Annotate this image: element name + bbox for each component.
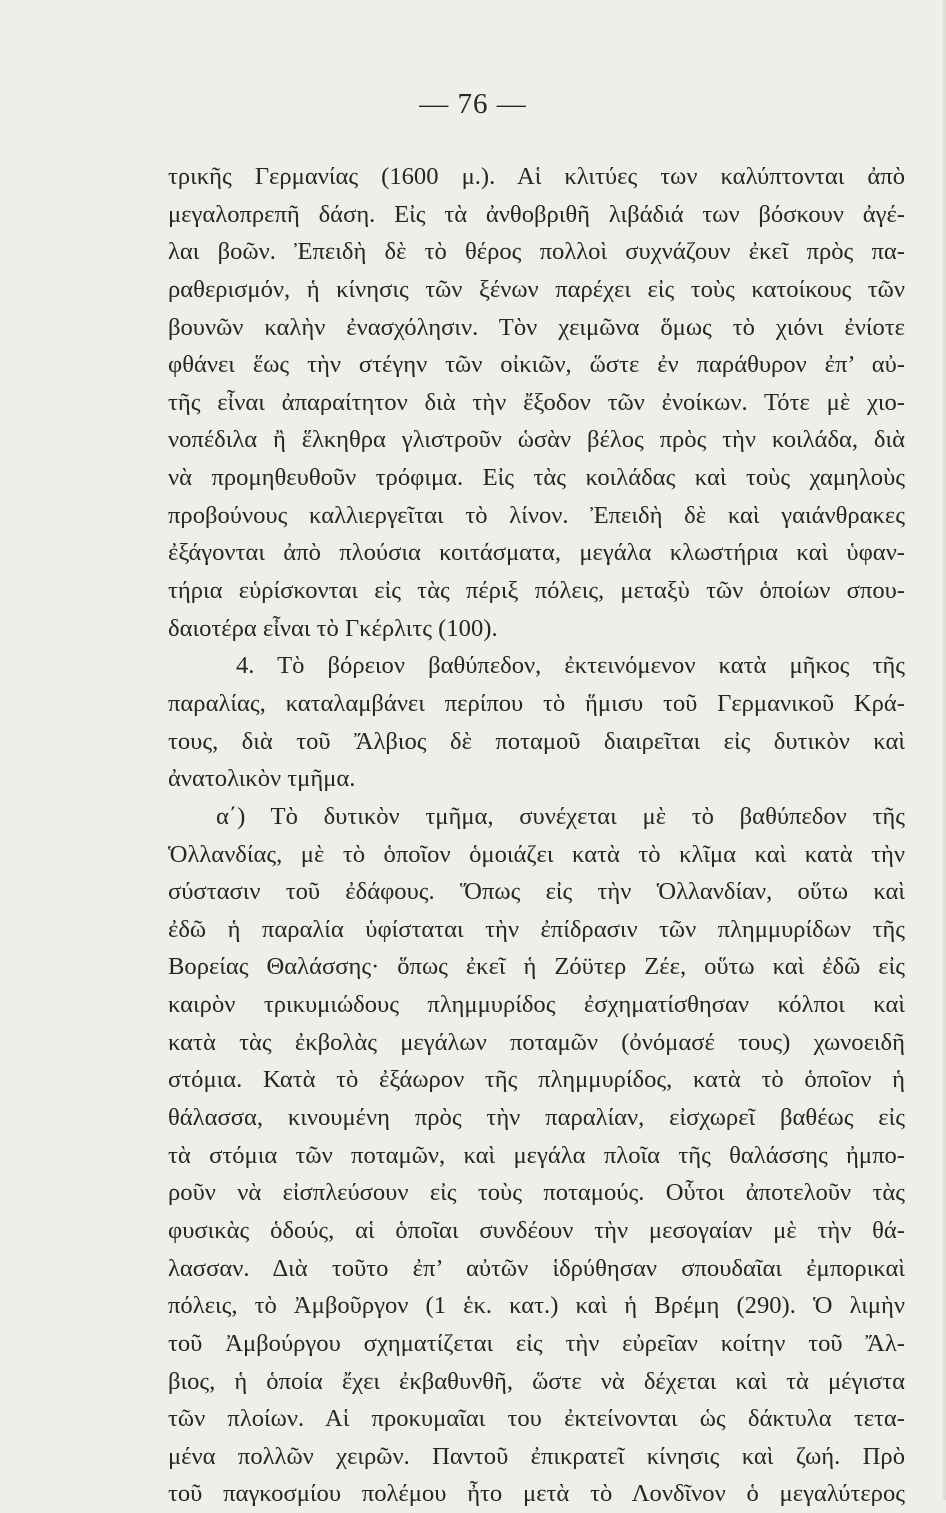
page-number: — 76 —	[419, 88, 527, 120]
text-line: τῆς εἶναι ἀπαραίτητον διὰ τὴν ἔξοδον τῶν ἐνοίκων. Τότε μὲ χιο-	[168, 388, 905, 416]
page-edge-shadow	[940, 0, 946, 1500]
text-line: πόλεις, τὸ Ἀμβοῦργον (1 ἑκ. κατ.) καὶ ἡ Βρέμη (290). Ὁ λιμὴν	[168, 1292, 905, 1320]
text-line: κατὰ τὰς ἐκβολὰς μεγάλων ποταμῶν (ὀνόμασέ τους) χωνοειδῆ	[168, 1028, 905, 1056]
text-line: σύστασιν τοῦ ἐδάφους. Ὅπως εἰς τὴν Ὁλλανδίαν, οὕτω καὶ	[168, 878, 905, 906]
text-line: καιρὸν τρικυμιώδους πλημμυρίδος ἐσχηματίσθησαν κόλποι καὶ	[168, 991, 905, 1019]
text-line: παραλίας, καταλαμβάνει περίπου τὸ ἥμισυ τοῦ Γερμανικοῦ Κρά-	[168, 689, 905, 717]
text-line: Βορείας Θαλάσσης· ὅπως ἐκεῖ ἡ Ζόϋτερ Ζέε, οὕτω καὶ ἐδῶ εἰς	[168, 953, 905, 981]
text-line: τῶν πλοίων. Αἱ προκυμαῖαι του ἐκτείνονται ὡς δάκτυλα τετα-	[168, 1405, 905, 1433]
text-line: ἐδῶ ἡ παραλία ὑφίσταται τὴν ἐπίδρασιν τῶν πλημμυρίδων τῆς	[168, 915, 905, 943]
text-line: προβούνους καλλιεργεῖται τὸ λίνον. Ἐπειδὴ δὲ καὶ γαιάνθρακες	[168, 501, 905, 529]
text-line: μένα πολλῶν χειρῶν. Παντοῦ ἐπικρατεῖ κίνησις καὶ ζωή. Πρὸ	[168, 1442, 905, 1470]
text-line: ροῦν νὰ εἰσπλεύσουν εἰς τοὺς ποταμούς. Οὗτοι ἀποτελοῦν τὰς	[168, 1179, 905, 1207]
text-line: θάλασσα, κινουμένη πρὸς τὴν παραλίαν, εἰσχωρεῖ βαθέως εἰς	[168, 1104, 905, 1132]
text-line: Ὁλλανδίας, μὲ τὸ ὁποῖον ὁμοιάζει κατὰ τὸ κλῖμα καὶ κατὰ τὴν	[168, 840, 905, 868]
text-line: ἀνατολικὸν τμῆμα.	[168, 765, 356, 793]
text-line: τὰ στόμια τῶν ποταμῶν, καὶ μεγάλα πλοῖα τῆς θαλάσσης ἠμπο-	[168, 1141, 905, 1169]
section-heading-line: 4. Τὸ βόρειον βαθύπεδον, ἐκτεινόμενον κατὰ μῆκος τῆς	[236, 652, 905, 680]
text-line: λασσαν. Διὰ τοῦτο ἐπ’ αὐτῶν ἱδρύθησαν σπουδαῖαι ἐμπορικαὶ	[168, 1254, 905, 1282]
text-line: δαιοτέρα εἶναι τὸ Γκέρλιτς (100).	[168, 614, 498, 642]
text-line: τοῦ παγκοσμίου πολέμου ἦτο μετὰ τὸ Λονδῖνον ὁ μεγαλύτερος	[168, 1480, 905, 1508]
text-line: τοῦ Ἀμβούργου σχηματίζεται εἰς τὴν εὐρεῖαν κοίτην τοῦ Ἄλ-	[168, 1329, 905, 1357]
text-line: τήρια εὑρίσκονται εἰς τὰς πέριξ πόλεις, μεταξὺ τῶν ὁποίων σπου-	[168, 577, 905, 605]
text-line: λαι βοῶν. Ἐπειδὴ δὲ τὸ θέρος πολλοὶ συχνάζουν ἐκεῖ πρὸς πα-	[168, 238, 905, 266]
text-line: νὰ προμηθευθοῦν τρόφιμα. Εἰς τὰς κοιλάδας καὶ τοὺς χαμηλοὺς	[168, 464, 905, 492]
text-line: στόμια. Κατὰ τὸ ἐξάωρον τῆς πλημμυρίδος, κατὰ τὸ ὁποῖον ἡ	[168, 1066, 905, 1094]
text-line: τους, διὰ τοῦ Ἄλβιος δὲ ποταμοῦ διαιρεῖται εἰς δυτικὸν καὶ	[168, 727, 905, 755]
text-line: τρικῆς Γερμανίας (1600 μ.). Αἱ κλιτύες των καλύπτονται ἀπὸ	[168, 163, 905, 190]
text-line: ραθερισμόν, ἡ κίνησις τῶν ξένων παρέχει εἰς τοὺς κατοίκους τῶν	[168, 275, 905, 303]
body-text	[168, 158, 905, 1513]
text-line: βιος, ἡ ὁποία ἔχει ἐκβαθυνθῆ, ὥστε νὰ δέχεται καὶ τὰ μέγιστα	[168, 1367, 905, 1395]
text-line: ἐξάγονται ἀπὸ πλούσια κοιτάσματα, μεγάλα κλωστήρια καὶ ὑφαν-	[168, 539, 905, 567]
text-line: βουνῶν καλὴν ἐνασχόλησιν. Τὸν χειμῶνα ὅμως τὸ χιόνι ἐνίοτε	[168, 313, 905, 341]
subsection-heading-line: α΄) Τὸ δυτικὸν τμῆμα, συνέχεται μὲ τὸ βαθύπεδον τῆς	[216, 802, 905, 830]
text-line: μεγαλοπρεπῆ δάση. Εἰς τὰ ἀνθοβριθῆ λιβάδιά των βόσκουν ἀγέ-	[168, 200, 905, 228]
text-line: φυσικὰς ὁδούς, αἱ ὁποῖαι συνδέουν τὴν μεσογαίαν μὲ τὴν θά-	[168, 1216, 905, 1244]
text-line: φθάνει ἕως τὴν στέγην τῶν οἰκιῶν, ὥστε ἐν παράθυρον ἐπ’ αὐ-	[168, 351, 905, 379]
text-line: νοπέδιλα ἢ ἕλκηθρα γλιστροῦν ὡσὰν βέλος πρὸς τὴν κοιλάδα, διὰ	[168, 426, 905, 454]
